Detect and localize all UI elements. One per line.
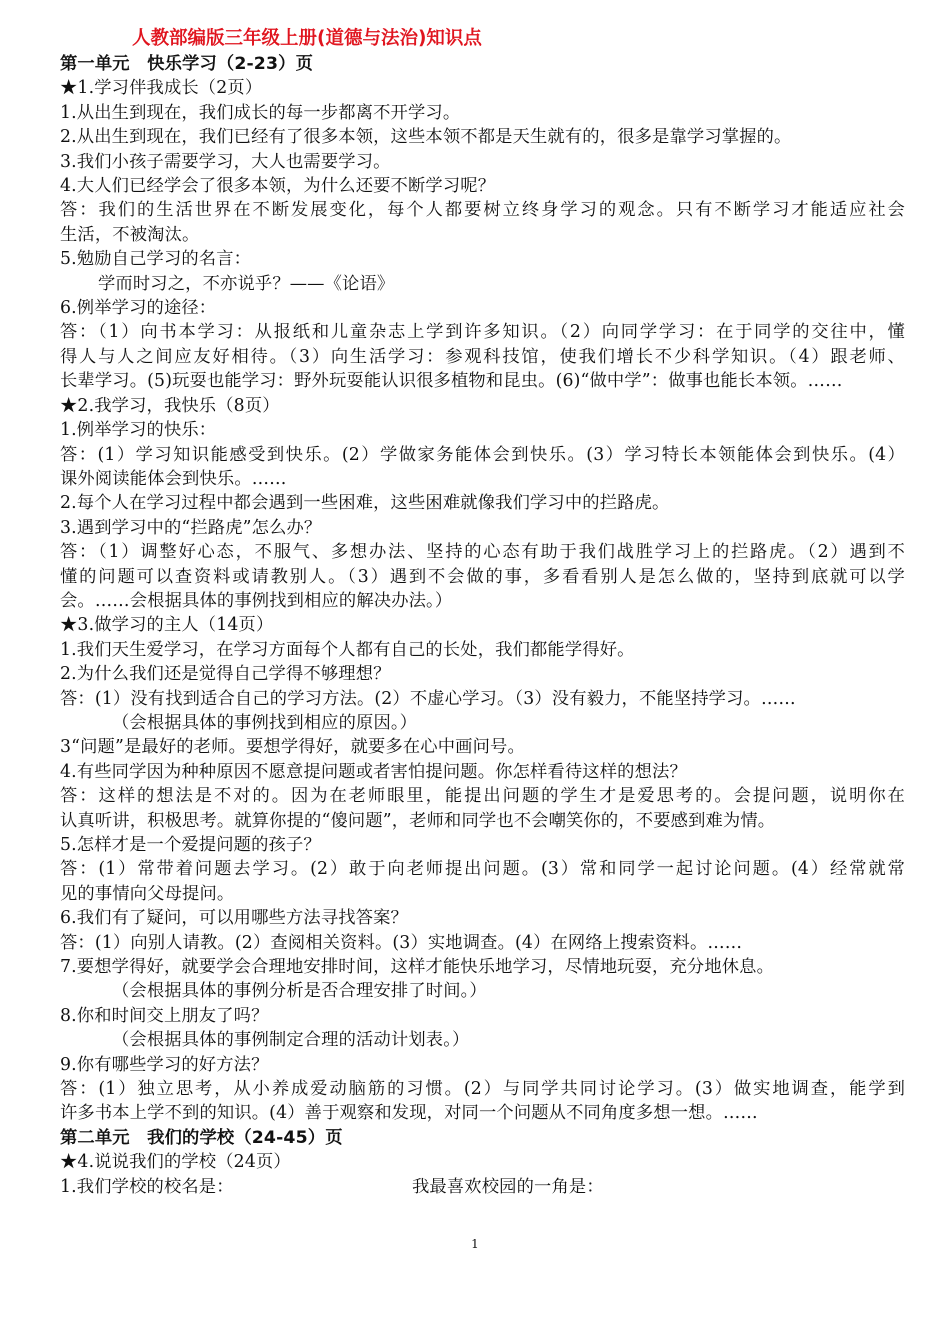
lesson-heading: ★4.说说我们的学校（24页） [60, 1152, 291, 1173]
text-line: 答：（1）调整好心态，不服气、多想办法、坚持的心态有助于我们战胜学习上的拦路虎。（2）遇到不 [60, 542, 905, 563]
document-title: 人教部编版三年级上册(道德与法治)知识点 [132, 28, 482, 49]
text-line: 答：(1）学习知识能感受到快乐。(2）学做家务能体会到快乐。(3）学习特长本领能体会到快乐。(4） [60, 444, 905, 465]
text-line: 答：(1）没有找到适合自己的学习方法。(2）不虚心学习。（3）没有毅力，不能坚持学习。…… [60, 688, 796, 709]
text-line: 见的事情向父母提问。 [60, 883, 235, 904]
fill-in-line [60, 1175, 905, 1199]
text-line: 会。……会根据具体的事例找到相应的解决办法。） [60, 590, 453, 611]
text-line: 3“问题”是最好的老师。要想学得好，就要多在心中画问号。 [60, 737, 525, 758]
text-line: 3.遇到学习中的“拦路虎”怎么办？ [60, 517, 322, 538]
text-line: 5.怎样才是一个爱提问题的孩子？ [60, 835, 321, 855]
text-line: 答：（1）向书本学习：从报纸和儿童杂志上学到许多知识。（2）向同学学习：在于同学的交往中，懂 [60, 322, 905, 343]
text-line: 许多书本上学不到的知识。(4）善于观察和发现，对同一个问题从不同角度多想一想。…… [60, 1103, 758, 1124]
text-line: 得人与人之间应友好相待。（3）向生活学习：参观科技馆，使我们增长不少科学知识。（4）跟老师、 [60, 346, 905, 367]
text-line: 答：(1）向别人请教。(2）查阅相关资料。(3）实地调查。(4）在网络上搜索资料。…… [60, 932, 743, 953]
text-line: 4.大人们已经学会了很多本领，为什么还要不断学习呢？ [60, 176, 496, 197]
text-line: 6.例举学习的途径： [60, 298, 217, 319]
lesson-heading: ★3.做学习的主人（14页） [60, 615, 274, 636]
text-line: 3.我们小孩子需要学习，大人也需要学习。 [60, 151, 391, 172]
text-line: 认真听讲，积极思考。就算你提的“傻问题”，老师和同学也不会嘲笑你的，不要感到难为情。 [60, 810, 776, 831]
lesson-heading: ★2.我学习，我快乐（8页） [60, 395, 280, 416]
unit-heading: 第二单元 我们的学校（24-45）页 [60, 1127, 343, 1148]
text-line: 4.有些同学因为种种原因不愿意提问题或者害怕提问题。你怎样看待这样的想法？ [60, 761, 687, 782]
page-number: 1 [471, 1237, 479, 1251]
favorite-corner-prompt: 我最喜欢校园的一角是： [412, 1176, 604, 1197]
lesson-heading: ★1.学习伴我成长（2页） [60, 78, 263, 99]
text-line: 9.你有哪些学习的好方法？ [60, 1054, 269, 1075]
document-page [60, 26, 905, 1199]
note-line: （会根据具体的事例找到相应的原因。） [112, 712, 418, 733]
text-line: 1.例举学习的快乐： [60, 420, 217, 441]
school-name-prompt: 1.我们学校的校名是： [60, 1176, 234, 1197]
quote-line: 学而时习之，不亦说乎？——《论语》 [98, 273, 395, 294]
text-line: 生活，不被淘汰。 [60, 224, 200, 245]
text-line: 6.我们有了疑问，可以用哪些方法寻找答案？ [60, 908, 408, 929]
text-line: 7.要想学得好，就要学会合理地安排时间，这样才能快乐地学习，尽情地玩耍，充分地休息。 [60, 957, 775, 978]
text-line: 2.为什么我们还是觉得自己学得不够理想？ [60, 664, 391, 685]
text-line: 长辈学习。(5)玩耍也能学习：野外玩耍能认识很多植物和昆虫。(6)“做中学”：做事也能长本领。…… [60, 371, 843, 392]
text-line: 2.每个人在学习过程中都会遇到一些困难，这些困难就像我们学习中的拦路虎。 [60, 493, 670, 514]
text-line: 2.从出生到现在，我们已经有了很多本领，这些本领不都是天生就有的，很多是靠学习掌握的。 [60, 127, 792, 148]
text-line: 答：这样的想法是不对的。因为在老师眼里，能提出问题的学生才是爱思考的。会提问题，说明你在 [60, 786, 905, 807]
text-line: 答：(1）常带着问题去学习。(2）敢于向老师提出问题。(3）常和同学一起讨论问题。(4）经常就常 [60, 859, 905, 880]
text-line: 答：(1）独立思考，从小养成爱动脑筋的习惯。(2）与同学共同讨论学习。(3）做实地调查，能学到 [60, 1079, 905, 1100]
text-line: 1.从出生到现在，我们成长的每一步都离不开学习。 [60, 102, 461, 123]
text-line: 5.勉励自己学习的名言： [60, 249, 252, 270]
text-line: 懂的问题可以查资料或请教别人。（3）遇到不会做的事，多看看别人是怎么做的，坚持到底就可以学 [60, 566, 905, 587]
text-line: 1.我们天生爱学习，在学习方面每个人都有自己的长处，我们都能学得好。 [60, 639, 635, 660]
text-line: 8.你和时间交上朋友了吗？ [60, 1005, 269, 1026]
note-line: （会根据具体的事例分析是否合理安排了时间。） [112, 981, 487, 1002]
unit-heading: 第一单元 快乐学习（2-23）页 [60, 54, 314, 74]
text-line: 答：我们的生活世界在不断发展变化，每个人都要树立终身学习的观念。只有不断学习才能适应社会 [60, 200, 905, 221]
note-line: （会根据具体的事例制定合理的活动计划表。） [112, 1030, 470, 1051]
text-line: 课外阅读能体会到快乐。…… [60, 468, 287, 489]
